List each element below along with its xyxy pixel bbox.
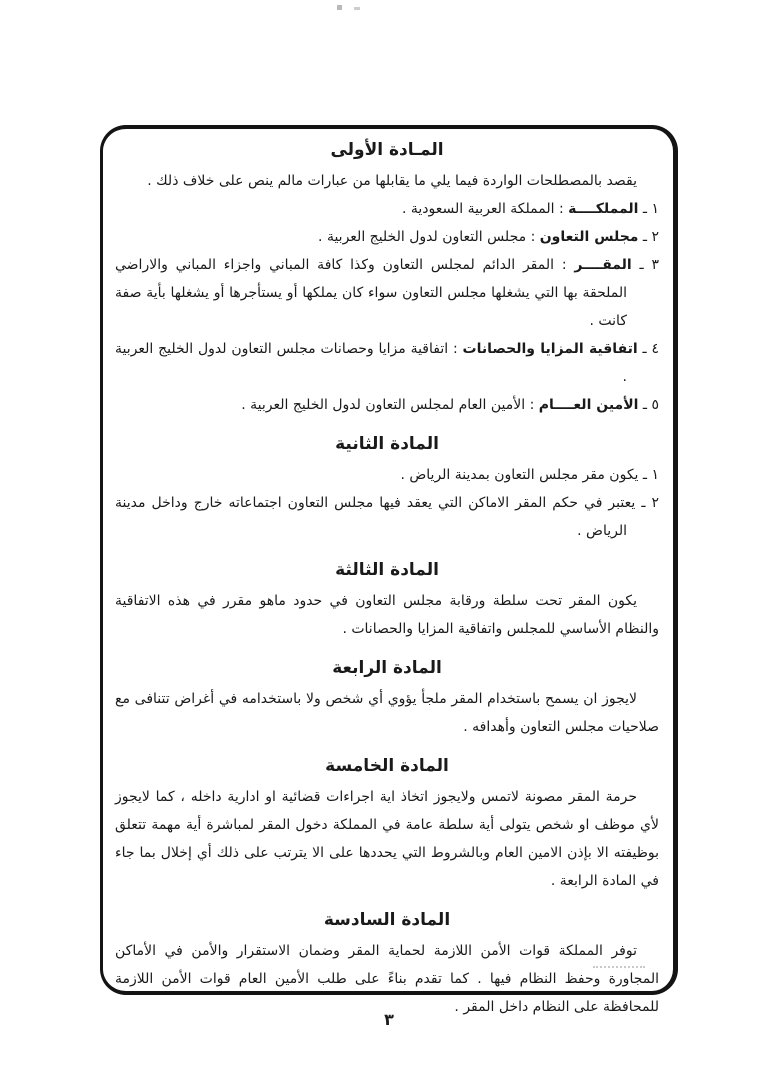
item-separator: : xyxy=(530,229,536,245)
item-term: اتفاقية المزايا والحصانات xyxy=(462,341,638,357)
list-item xyxy=(115,223,659,251)
article-6 xyxy=(115,907,659,1021)
list-item xyxy=(115,195,659,223)
item-number: ٢ ـ xyxy=(641,495,660,511)
article-6-body: توفر المملكة قوات الأمن اللازمة لحماية المقر وضمان الاستقرار والأمن في الأماكن المجاورة وحفظ النظام فيها . كما تقدم بناءً على طلب الأمين العام قوات الأمن اللازمة للمحافظة على النظام داخل المقر . xyxy=(115,943,659,1015)
article-4 xyxy=(115,655,659,741)
list-item xyxy=(115,335,659,391)
article-3-body: يكون المقر تحت سلطة ورقابة مجلس التعاون في حدود ماهو مقرر في هذه الاتفاقية والنظام الأساسي للمجلس واتفاقية المزايا والحصانات . xyxy=(115,593,659,637)
list-item xyxy=(115,391,659,419)
page-number: ٣ xyxy=(384,1010,394,1029)
item-separator: : xyxy=(452,341,458,357)
item-text: يكون مقر مجلس التعاون بمدينة الرياض . xyxy=(400,467,639,483)
article-1 xyxy=(115,137,659,419)
article-4-title: المادة الرابعة xyxy=(332,658,442,678)
item-text: اتفاقية مزايا وحصانات مجلس التعاون لدول الخليج العربية . xyxy=(115,341,627,385)
scan-dotted-artifact xyxy=(593,966,645,968)
item-term: المقــــر xyxy=(574,257,632,273)
item-number: ٥ ـ xyxy=(642,397,659,413)
list-item xyxy=(115,461,659,489)
item-term: مجلس التعاون xyxy=(539,229,639,245)
item-text: يعتبر في حكم المقر الاماكن التي يعقد فيها مجلس التعاون اجتماعاته خارج وداخل مدينة الرياض . xyxy=(115,495,636,539)
item-number: ٤ ـ xyxy=(642,341,659,357)
item-number: ١ ـ xyxy=(642,467,659,483)
item-number: ١ ـ xyxy=(642,201,659,217)
list-item xyxy=(115,489,659,545)
article-6-title: المادة السادسة xyxy=(323,910,451,930)
scan-speck-artifact xyxy=(337,5,342,10)
item-text: الأمين العام لمجلس التعاون لدول الخليج العربية . xyxy=(241,397,526,413)
item-separator: : xyxy=(561,257,567,273)
article-3-title: المادة الثالثة xyxy=(335,560,439,580)
list-item xyxy=(115,251,659,335)
item-number: ٣ ـ xyxy=(639,257,659,273)
article-5-title: المادة الخامسة xyxy=(325,756,449,776)
article-5 xyxy=(115,753,659,895)
article-5-body: حرمة المقر مصونة لاتمس ولايجوز اتخاذ اية اجراءات قضائية او ادارية داخله ، كما لايجوز لأي موظف او شخص يتولى أية سلطة عامة في المملكة دخول المقر لمباشرة أية مهمة تتعلق بوظيفته الا بإذن الامين العام وبالشروط التي يحددها على الا يترتب على ذلك أي إخلال بما جاء في المادة الرابعة . xyxy=(115,789,659,889)
item-number: ٢ ـ xyxy=(642,229,659,245)
scan-speck-artifact xyxy=(354,7,360,10)
item-separator: : xyxy=(529,397,535,413)
document-frame xyxy=(100,125,678,1015)
item-separator: : xyxy=(558,201,564,217)
item-term: المملكــــة xyxy=(568,201,639,217)
article-1-intro: يقصد بالمصطلحات الواردة فيما يلي ما يقابلها من عبارات مالم ينص على خلاف ذلك . xyxy=(147,173,637,189)
article-1-title: المـادة الأولى xyxy=(330,140,444,160)
item-text: مجلس التعاون لدول الخليج العربية . xyxy=(318,229,527,245)
article-3 xyxy=(115,557,659,643)
item-text: المملكة العربية السعودية . xyxy=(401,201,555,217)
item-term: الأمين العــــام xyxy=(538,397,639,413)
article-4-body: لايجوز ان يسمح باستخدام المقر ملجأ يؤوي أي شخص ولا باستخدامه في أغراض تتنافى مع صلاحيات مجلس التعاون وأهدافه . xyxy=(115,691,659,735)
article-2-title: المادة الثانية xyxy=(335,434,439,454)
item-text: المقر الدائم لمجلس التعاون وكذا كافة المباني واجزاء المباني والاراضي الملحقة بها التي يشغلها مجلس التعاون سواء كان يملكها أو يستأجرها أو يشغلها بأية صفة كانت . xyxy=(115,257,627,329)
article-2 xyxy=(115,431,659,545)
